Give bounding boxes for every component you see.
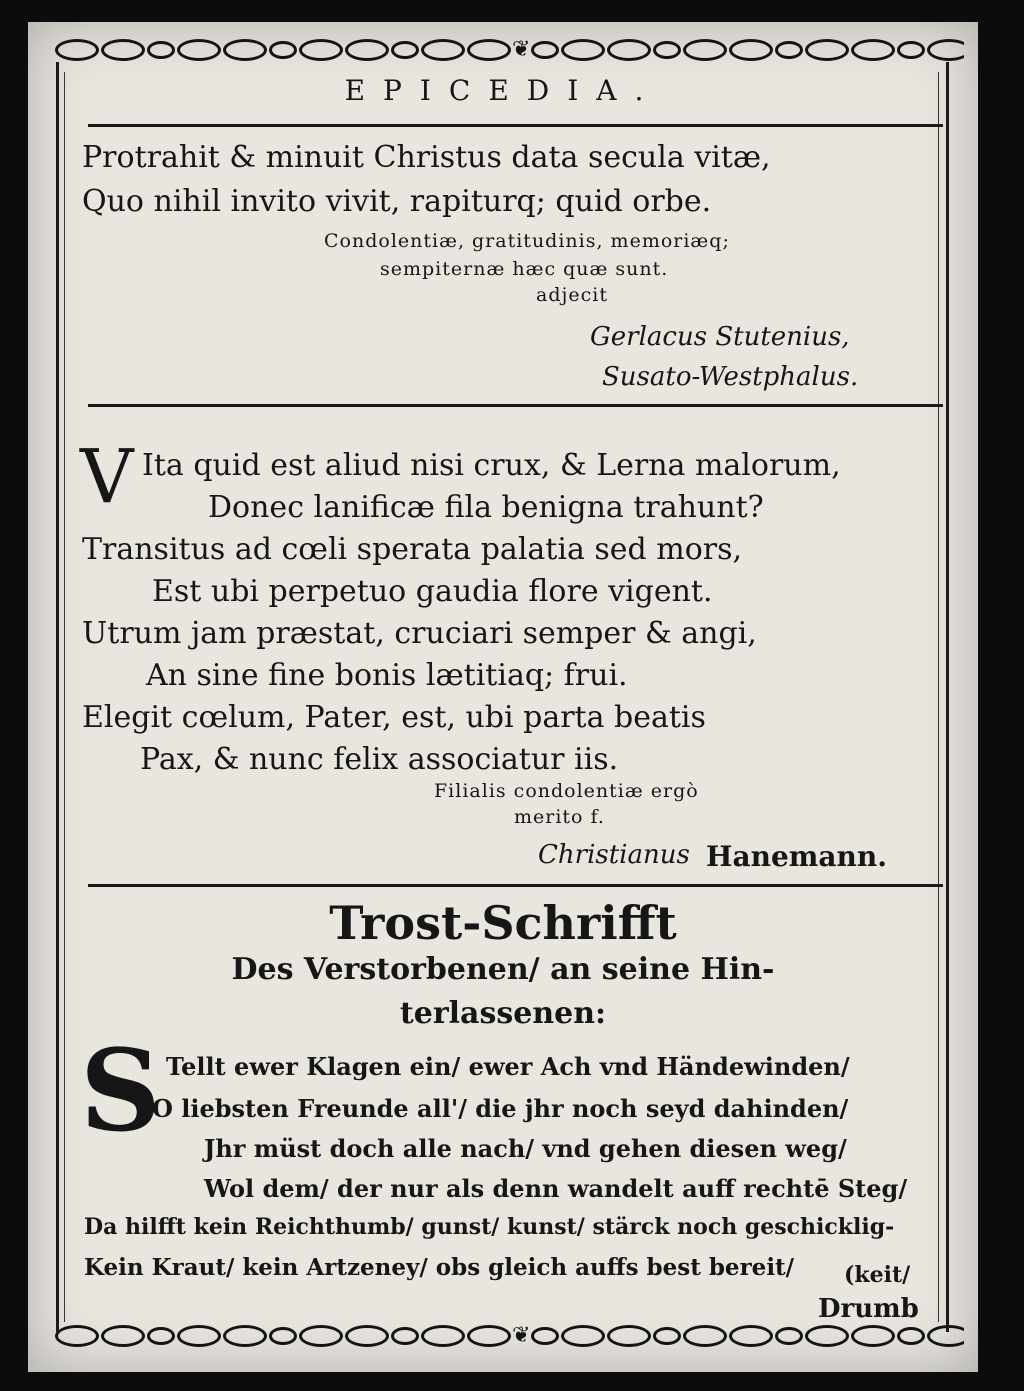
ornament-link-icon: [683, 39, 727, 61]
ornament-link-icon: [531, 41, 559, 59]
ornament-link-icon: [299, 1325, 343, 1347]
ornament-link-icon: [927, 39, 964, 61]
trost-subtitle-2: terlassenen:: [399, 996, 607, 1031]
right-inner-frame-line: [938, 72, 939, 1322]
poem2-dedication-1: Filialis condolentiæ ergò: [434, 780, 699, 802]
poem2-dropcap: V: [80, 434, 134, 520]
top-ornament-border: [54, 36, 964, 64]
ornament-link-icon: [729, 39, 773, 61]
ornament-link-icon: [345, 1325, 389, 1347]
ornament-link-icon: [653, 1327, 681, 1345]
poem2-line-5: Utrum jam præstat, cruciari semper & angi,: [82, 616, 757, 651]
ornament-link-icon: [851, 39, 895, 61]
poem2-line-6: An sine fine bonis lætitiaq; frui.: [146, 658, 628, 693]
poem1-dedication-2: sempiternæ hæc quæ sunt.: [380, 258, 669, 280]
poem2-author-first: Christianus: [538, 840, 690, 870]
ornament-link-icon: [55, 1325, 99, 1347]
ornament-link-icon: [653, 41, 681, 59]
ornament-link-icon: [269, 41, 297, 59]
ornament-link-icon: [775, 1327, 803, 1345]
ornament-link-icon: [421, 39, 465, 61]
ornament-link-icon: [775, 41, 803, 59]
poem2-line-4: Est ubi perpetuo gaudia flore vigent.: [152, 574, 713, 609]
ornament-link-icon: [683, 1325, 727, 1347]
trost-line-2: O liebsten Freunde all'/ die jhr noch seyd dahinden/: [152, 1094, 849, 1123]
ornament-link-icon: [299, 39, 343, 61]
trost-subtitle-1: Des Verstorbenen/ an seine Hin-: [231, 952, 775, 987]
ornament-link-icon: [607, 39, 651, 61]
catchword: Drumb: [818, 1294, 919, 1324]
poem2-author-last: Hanemann.: [706, 840, 888, 873]
ornament-link-icon: [561, 39, 605, 61]
ornament-link-icon: [421, 1325, 465, 1347]
poem1-origin: Susato-Westphalus.: [602, 362, 859, 392]
poem2-dedication-2: merito f.: [514, 806, 605, 828]
ornament-link-icon: [897, 1327, 925, 1345]
ornament-link-icon: [729, 1325, 773, 1347]
section-rule-2: [88, 884, 943, 887]
ornament-link-icon: [897, 41, 925, 59]
right-frame-line: [946, 62, 949, 1332]
poem1-dedication-1: Condolentiæ, gratitudinis, memoriæq;: [324, 230, 730, 252]
ornament-link-icon: [223, 1325, 267, 1347]
trost-dropcap: S: [80, 1026, 161, 1157]
poem2-line-8: Pax, & nunc felix associatur iis.: [140, 742, 619, 777]
trost-line-3: Jhr müst doch alle nach/ vnd gehen diesen weg/: [204, 1134, 847, 1163]
ornament-link-icon: [223, 39, 267, 61]
ornament-link-icon: [607, 1325, 651, 1347]
ornament-link-icon: [269, 1327, 297, 1345]
ornament-link-icon: [147, 41, 175, 59]
poem2-line-7: Elegit cœlum, Pater, est, ubi parta beatis: [82, 700, 706, 735]
left-inner-frame-line: [64, 72, 65, 1322]
trost-line-5: Da hilfft kein Reichthumb/ gunst/ kunst/ stärck noch geschicklig-: [84, 1214, 895, 1240]
ornament-link-icon: [391, 1327, 419, 1345]
ornament-link-icon: [55, 39, 99, 61]
poem1-author: Gerlacus Stutenius,: [590, 322, 850, 352]
ornament-link-icon: [177, 1325, 221, 1347]
book-page: [28, 22, 978, 1372]
ornament-link-icon: [467, 1325, 511, 1347]
ornament-link-icon: [531, 1327, 559, 1345]
ornament-link-icon: [147, 1327, 175, 1345]
trost-title: Trost-Schrifft: [329, 896, 677, 950]
poem2-line-2: Donec lanificæ fila benigna trahunt?: [208, 490, 764, 525]
bottom-ornament-border: [54, 1322, 964, 1350]
ornament-link-icon: [101, 1325, 145, 1347]
poem1-line-1: Protrahit & minuit Christus data secula vitæ,: [82, 140, 771, 175]
header-rule: [88, 124, 943, 127]
poem2-line-1: Ita quid est aliud nisi crux, & Lerna malorum,: [142, 448, 841, 483]
section-rule-1: [88, 404, 943, 407]
ornament-link-icon: [805, 1325, 849, 1347]
ornament-link-icon: [345, 39, 389, 61]
ornament-link-icon: [805, 39, 849, 61]
ornament-link-icon: [467, 39, 511, 61]
page-header: EPICEDIA.: [344, 74, 662, 107]
poem1-dedication-3: adjecit: [536, 284, 608, 306]
fleuron-icon: ❦: [512, 37, 531, 62]
trost-line-6: Kein Kraut/ kein Artzeney/ obs gleich auffs best bereit/: [84, 1254, 795, 1281]
ornament-link-icon: [177, 39, 221, 61]
left-frame-line: [56, 62, 59, 1332]
poem2-line-3: Transitus ad cœli sperata palatia sed mors,: [82, 532, 743, 567]
poem1-line-2: Quo nihil invito vivit, rapiturq; quid orbe.: [82, 184, 712, 219]
trost-line-1: Tellt ewer Klagen ein/ ewer Ach vnd Händewinden/: [166, 1052, 850, 1081]
trost-line-4: Wol dem/ der nur als denn wandelt auff rechtē Steg/: [204, 1174, 908, 1203]
fleuron-icon: ❦: [512, 1323, 531, 1348]
trost-line-end: (keit/: [844, 1262, 911, 1288]
ornament-link-icon: [561, 1325, 605, 1347]
ornament-link-icon: [101, 39, 145, 61]
ornament-link-icon: [851, 1325, 895, 1347]
ornament-link-icon: [391, 41, 419, 59]
